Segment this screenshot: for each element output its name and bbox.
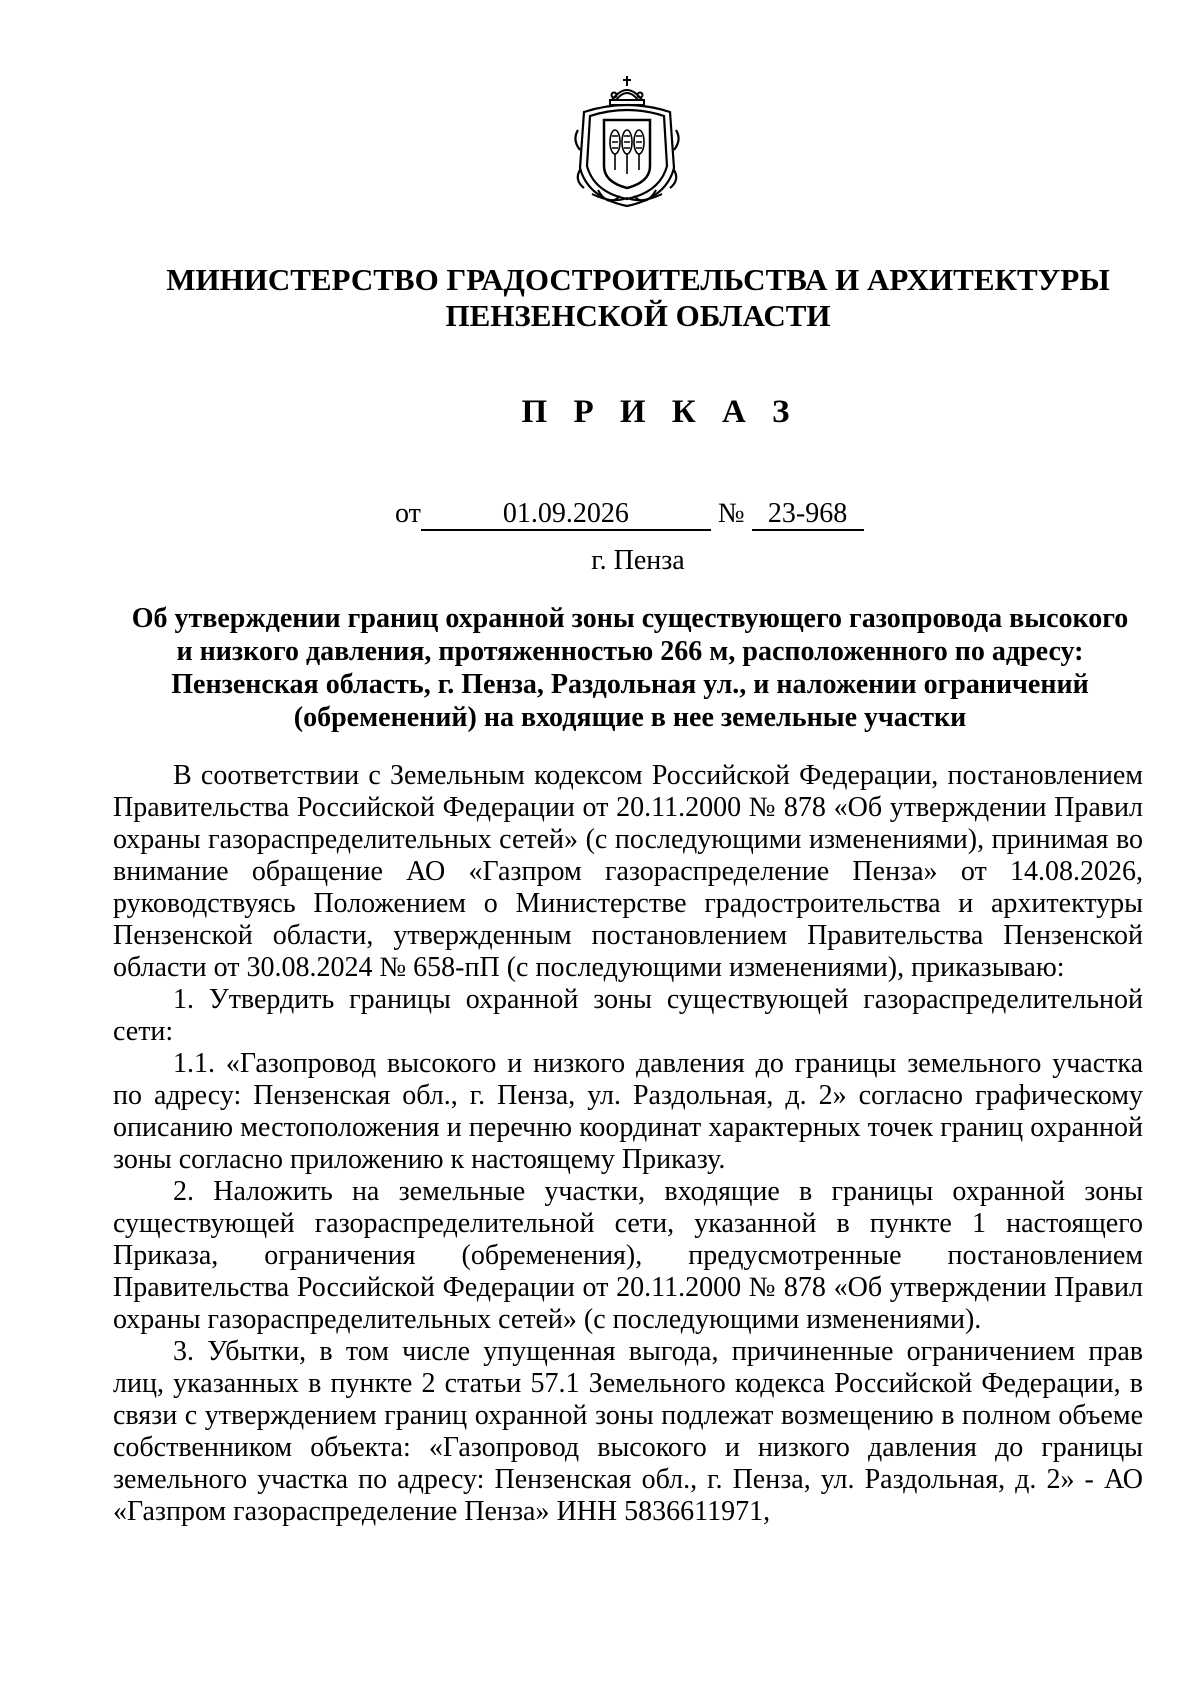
clause-2: 2. Наложить на земельные участки, входящие в границы охранной зоны существующей газораспределительной сети, указанной в пункте 1 настоящего Приказа, ограничения (обременения), предусмотренные постановлением Правительства Российской Федерации от 20.11.2000 № 878 «Об утверждении Правил охраны газораспределительных сетей» (с последующими изменениями). xyxy=(113,1176,1143,1335)
document-type-title: П Р И К А З xyxy=(521,394,799,430)
clause-3: 3. Убытки, в том числе упущенная выгода, причиненные ограничением прав лиц, указанных в пункте 2 статьи 57.1 Земельного кодекса Российской Федерации, в связи с утверждением границ охранной зоны подлежат возмещению в полном объеме собственником объекта: «Газопровод высокого и низкого давления до границы земельного участка по адресу: Пензенская обл., г. Пенза, ул. Раздольная, д. 2» - АО «Газпром газораспределение Пенза» ИНН 5836611971, xyxy=(113,1336,1143,1527)
ministry-header xyxy=(0,262,1200,334)
number-prefix: № xyxy=(717,498,745,529)
coat-of-arms-icon xyxy=(572,70,682,210)
subject-line2: и низкого давления, протяженностью 266 м, расположенного по адресу: xyxy=(176,636,1084,667)
subject-line4: (обременений) на входящие в нее земельные участки xyxy=(293,702,967,733)
date-prefix: от xyxy=(395,498,421,529)
document-city: г. Пенза xyxy=(591,545,685,576)
ministry-name-line1: МИНИСТЕРСТВО ГРАДОСТРОИТЕЛЬСТВА И АРХИТЕКТУРЫ xyxy=(166,262,1110,297)
subject-line3: Пензенская область, г. Пенза, Раздольная ул., и наложении ограничений xyxy=(171,669,1089,700)
subject-line1: Об утверждении границ охранной зоны существующего газопровода высокого xyxy=(131,603,1129,634)
ministry-name-line2: ПЕНЗЕНСКОЙ ОБЛАСТИ xyxy=(445,298,831,333)
document-date: 01.09.2026 xyxy=(421,499,711,531)
clause-1: 1. Утвердить границы охранной зоны существующей газораспределительной сети: xyxy=(113,984,1143,1047)
document-number: 23-968 xyxy=(752,499,864,531)
date-number-line xyxy=(395,498,864,531)
clause-1-1: 1.1. «Газопровод высокого и низкого давления до границы земельного участка по адресу: Пензенская обл., г. Пенза, ул. Раздольная, д. 2» согласно графическому описанию местоположения и перечню координат характерных точек границ охранной зоны согласно приложению к настоящему Приказу. xyxy=(113,1048,1143,1175)
document-subject xyxy=(120,602,1140,734)
document-body xyxy=(113,760,1143,1528)
preamble-paragraph: В соответствии с Земельным кодексом Российской Федерации, постановлением Правительства Российской Федерации от 20.11.2000 № 878 «Об утверждении Правил охраны газораспределительных сетей» (с последующими изменениями), принимая во внимание обращение АО «Газпром газораспределение Пенза» от 14.08.2026, руководствуясь Положением о Министерстве градостроительства и архитектуры Пензенской области, утвержденным постановлением Правительства Пензенской области от 30.08.2024 № 658-пП (с последующими изменениями), приказываю: xyxy=(113,760,1143,983)
